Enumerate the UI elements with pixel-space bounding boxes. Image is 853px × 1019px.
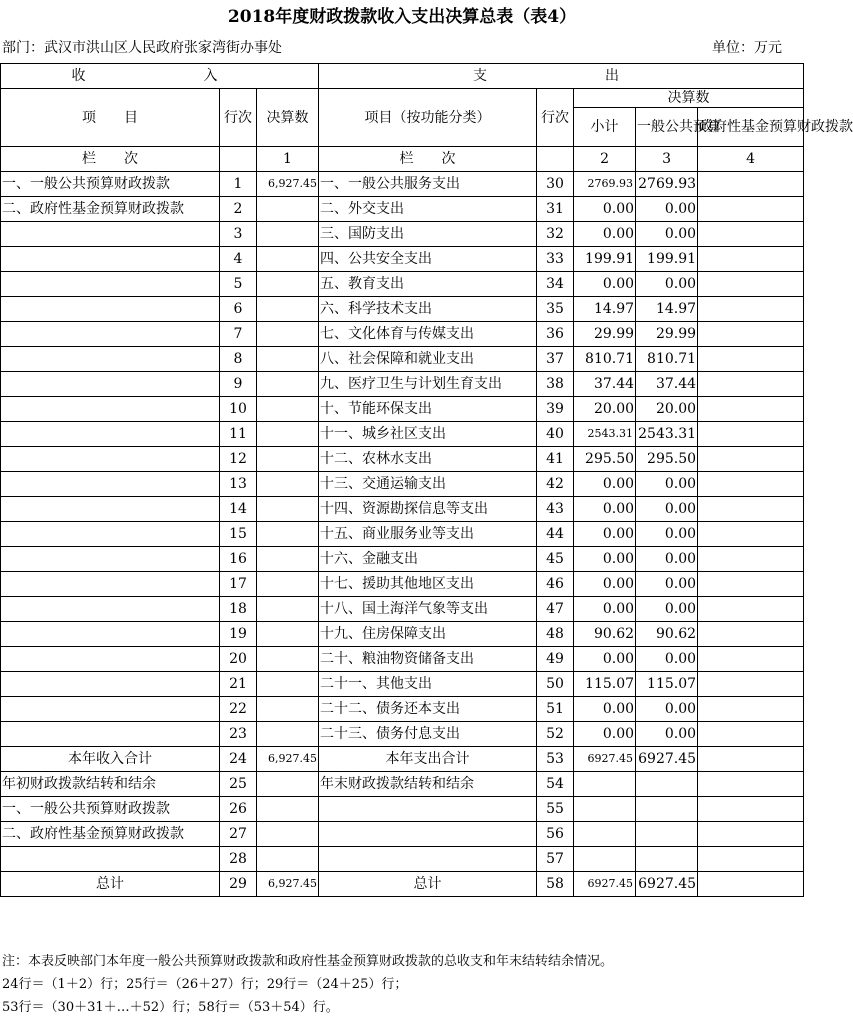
expenditure-row-no: 36 — [537, 322, 574, 347]
expenditure-item — [319, 797, 537, 822]
expenditure-gov-fund — [698, 347, 804, 372]
table-row — [1, 172, 804, 197]
expenditure-item: 十四、资源勘探信息等支出 — [319, 497, 537, 522]
expenditure-gov-fund — [698, 397, 804, 422]
row-no-header: 行次 — [220, 89, 257, 147]
column-label-row — [1, 147, 804, 172]
income-amount — [257, 622, 319, 647]
expenditure-item — [319, 847, 537, 872]
income-item: 一、一般公共预算财政拨款 — [1, 172, 220, 197]
expenditure-item: 二十一、其他支出 — [319, 672, 537, 697]
expenditure-subtotal — [574, 797, 636, 822]
expenditure-row-no: 38 — [537, 372, 574, 397]
income-item: 二、政府性基金预算财政拨款 — [1, 197, 220, 222]
income-item — [1, 597, 220, 622]
expenditure-item: 二十二、债务还本支出 — [319, 697, 537, 722]
total-row — [1, 797, 804, 822]
income-item — [1, 447, 220, 472]
income-amount: 6,927.45 — [257, 172, 319, 197]
expenditure-row-no: 53 — [537, 747, 574, 772]
income-row-no: 12 — [220, 447, 257, 472]
expenditure-gov-fund — [698, 272, 804, 297]
income-amount — [257, 497, 319, 522]
income-row-no: 5 — [220, 272, 257, 297]
expenditure-subtotal: 0.00 — [574, 522, 636, 547]
income-item — [1, 672, 220, 697]
expenditure-subtotal — [574, 772, 636, 797]
expenditure-gov-fund — [698, 622, 804, 647]
expenditure-subtotal: 0.00 — [574, 497, 636, 522]
expenditure-general-budget — [636, 797, 698, 822]
income-amount — [257, 822, 319, 847]
total-row — [1, 822, 804, 847]
expenditure-item: 二十、粮油物资储备支出 — [319, 647, 537, 672]
income-row-no: 24 — [220, 747, 257, 772]
expenditure-row-no: 35 — [537, 297, 574, 322]
table-row — [1, 372, 804, 397]
table-row — [1, 672, 804, 697]
expenditure-general-budget — [636, 847, 698, 872]
expenditure-item: 八、社会保障和就业支出 — [319, 347, 537, 372]
expenditure-gov-fund — [698, 422, 804, 447]
expenditure-item: 十八、国土海洋气象等支出 — [319, 597, 537, 622]
item-header: 项 目 — [1, 89, 220, 147]
expenditure-gov-fund — [698, 647, 804, 672]
final-amount-header: 决算数 — [257, 89, 319, 147]
expenditure-subtotal: 20.00 — [574, 397, 636, 422]
income-amount — [257, 572, 319, 597]
income-item — [1, 272, 220, 297]
column-label-2: 栏 次 — [319, 147, 537, 172]
row-no-header-2: 行次 — [537, 89, 574, 147]
expenditure-row-no: 31 — [537, 197, 574, 222]
expenditure-row-no: 50 — [537, 672, 574, 697]
expenditure-general-budget — [636, 772, 698, 797]
expenditure-gov-fund — [698, 247, 804, 272]
income-item — [1, 622, 220, 647]
income-row-no: 13 — [220, 472, 257, 497]
expenditure-row-no: 46 — [537, 572, 574, 597]
income-row-no: 26 — [220, 797, 257, 822]
income-item — [1, 247, 220, 272]
table-row — [1, 697, 804, 722]
income-amount — [257, 597, 319, 622]
column-label: 栏 次 — [1, 147, 220, 172]
budget-table — [0, 63, 853, 897]
income-amount — [257, 447, 319, 472]
income-amount — [257, 197, 319, 222]
expenditure-general-budget: 0.00 — [636, 647, 698, 672]
income-row-no: 8 — [220, 347, 257, 372]
table-row — [1, 347, 804, 372]
expenditure-item: 四、公共安全支出 — [319, 247, 537, 272]
expenditure-general-budget: 0.00 — [636, 572, 698, 597]
expenditure-item: 七、文化体育与传媒支出 — [319, 322, 537, 347]
income-amount: 6,927.45 — [257, 872, 319, 897]
expenditure-section-header: 支 出 — [319, 64, 804, 89]
col-number-4: 4 — [698, 147, 804, 172]
expenditure-row-no: 55 — [537, 797, 574, 822]
expenditure-item: 十六、金融支出 — [319, 547, 537, 572]
income-item — [1, 297, 220, 322]
notes-block — [2, 950, 613, 1019]
income-item: 本年收入合计 — [1, 747, 220, 772]
expenditure-subtotal: 14.97 — [574, 297, 636, 322]
expenditure-gov-fund — [698, 197, 804, 222]
expenditure-general-budget: 6927.45 — [636, 872, 698, 897]
expenditure-subtotal: 29.99 — [574, 322, 636, 347]
expenditure-general-budget: 20.00 — [636, 397, 698, 422]
income-amount — [257, 322, 319, 347]
expenditure-gov-fund — [698, 222, 804, 247]
expenditure-general-budget: 0.00 — [636, 472, 698, 497]
income-row-no: 28 — [220, 847, 257, 872]
expenditure-general-budget: 0.00 — [636, 522, 698, 547]
expenditure-subtotal: 0.00 — [574, 472, 636, 497]
expenditure-gov-fund — [698, 547, 804, 572]
expenditure-gov-fund — [698, 597, 804, 622]
income-amount: 6,927.45 — [257, 747, 319, 772]
income-item: 总计 — [1, 872, 220, 897]
expenditure-row-no: 54 — [537, 772, 574, 797]
subtotal-header: 小计 — [574, 108, 636, 147]
column-label-blank-2 — [537, 147, 574, 172]
expenditure-subtotal: 115.07 — [574, 672, 636, 697]
expenditure-row-no: 57 — [537, 847, 574, 872]
expenditure-row-no: 39 — [537, 397, 574, 422]
expenditure-general-budget: 0.00 — [636, 722, 698, 747]
income-amount — [257, 247, 319, 272]
income-amount — [257, 847, 319, 872]
expenditure-item: 年末财政拨款结转和结余 — [319, 772, 537, 797]
expenditure-subtotal: 90.62 — [574, 622, 636, 647]
income-item — [1, 697, 220, 722]
expenditure-gov-fund — [698, 847, 804, 872]
table-row — [1, 497, 804, 522]
income-row-no: 19 — [220, 622, 257, 647]
income-row-no: 16 — [220, 547, 257, 572]
expenditure-general-budget: 6927.45 — [636, 747, 698, 772]
expenditure-gov-fund — [698, 797, 804, 822]
table-row — [1, 397, 804, 422]
table-row — [1, 297, 804, 322]
income-item: 年初财政拨款结转和结余 — [1, 772, 220, 797]
income-amount — [257, 272, 319, 297]
expenditure-subtotal: 0.00 — [574, 272, 636, 297]
expenditure-row-no: 42 — [537, 472, 574, 497]
income-item — [1, 647, 220, 672]
expenditure-general-budget: 0.00 — [636, 597, 698, 622]
col-number-1: 1 — [257, 147, 319, 172]
general-budget-header: 一般公共预算 — [636, 108, 698, 147]
expenditure-gov-fund — [698, 472, 804, 497]
expenditure-gov-fund — [698, 522, 804, 547]
expenditure-gov-fund — [698, 822, 804, 847]
expenditure-item: 一、一般公共服务支出 — [319, 172, 537, 197]
expenditure-gov-fund — [698, 172, 804, 197]
expenditure-item: 九、医疗卫生与计划生育支出 — [319, 372, 537, 397]
table-row — [1, 622, 804, 647]
income-item — [1, 422, 220, 447]
header-row-sections — [1, 64, 804, 89]
expenditure-item: 五、教育支出 — [319, 272, 537, 297]
income-amount — [257, 672, 319, 697]
expenditure-item: 六、科学技术支出 — [319, 297, 537, 322]
note-line-1: 注：本表反映部门本年度一般公共预算财政拨款和政府性基金预算财政拨款的总收支和年末结转结余情况。 — [2, 954, 614, 969]
expenditure-subtotal: 0.00 — [574, 722, 636, 747]
table-row — [1, 472, 804, 497]
final-group-header: 决算数 — [574, 89, 804, 108]
expenditure-row-no: 52 — [537, 722, 574, 747]
expenditure-row-no: 56 — [537, 822, 574, 847]
expenditure-subtotal: 0.00 — [574, 222, 636, 247]
income-row-no: 3 — [220, 222, 257, 247]
expenditure-subtotal: 0.00 — [574, 572, 636, 597]
expenditure-item: 三、国防支出 — [319, 222, 537, 247]
total-row — [1, 772, 804, 797]
expenditure-row-no: 43 — [537, 497, 574, 522]
expenditure-row-no: 51 — [537, 697, 574, 722]
expenditure-subtotal — [574, 847, 636, 872]
income-row-no: 6 — [220, 297, 257, 322]
expenditure-item: 二十三、债务付息支出 — [319, 722, 537, 747]
income-row-no: 17 — [220, 572, 257, 597]
expenditure-subtotal: 0.00 — [574, 697, 636, 722]
expenditure-row-no: 34 — [537, 272, 574, 297]
expenditure-general-budget: 199.91 — [636, 247, 698, 272]
expenditure-row-no: 48 — [537, 622, 574, 647]
expenditure-general-budget: 0.00 — [636, 697, 698, 722]
header-row-columns-1 — [1, 89, 804, 108]
expenditure-general-budget: 14.97 — [636, 297, 698, 322]
income-row-no: 1 — [220, 172, 257, 197]
expenditure-row-no: 49 — [537, 647, 574, 672]
table-row — [1, 247, 804, 272]
expenditure-item: 二、外交支出 — [319, 197, 537, 222]
income-row-no: 20 — [220, 647, 257, 672]
expenditure-subtotal — [574, 822, 636, 847]
income-item — [1, 847, 220, 872]
expenditure-subtotal: 2543.31 — [574, 422, 636, 447]
expenditure-row-no: 45 — [537, 547, 574, 572]
table-row — [1, 272, 804, 297]
income-item — [1, 547, 220, 572]
expenditure-subtotal: 0.00 — [574, 647, 636, 672]
expenditure-general-budget: 0.00 — [636, 197, 698, 222]
table-row — [1, 197, 804, 222]
expenditure-item: 十三、交通运输支出 — [319, 472, 537, 497]
table-row — [1, 447, 804, 472]
expenditure-general-budget: 90.62 — [636, 622, 698, 647]
expenditure-row-no: 47 — [537, 597, 574, 622]
expenditure-subtotal: 810.71 — [574, 347, 636, 372]
expenditure-item: 本年支出合计 — [319, 747, 537, 772]
income-row-no: 25 — [220, 772, 257, 797]
expenditure-general-budget: 0.00 — [636, 497, 698, 522]
table-row — [1, 597, 804, 622]
table-row — [1, 222, 804, 247]
expenditure-subtotal: 199.91 — [574, 247, 636, 272]
expenditure-gov-fund — [698, 872, 804, 897]
expenditure-row-no: 58 — [537, 872, 574, 897]
income-row-no: 23 — [220, 722, 257, 747]
expenditure-general-budget: 2769.93 — [636, 172, 698, 197]
income-item — [1, 522, 220, 547]
item-by-function-header: 项目（按功能分类） — [319, 89, 537, 147]
expenditure-gov-fund — [698, 772, 804, 797]
income-item — [1, 472, 220, 497]
expenditure-subtotal: 295.50 — [574, 447, 636, 472]
income-item — [1, 372, 220, 397]
expenditure-general-budget: 37.44 — [636, 372, 698, 397]
table-row — [1, 572, 804, 597]
income-row-no: 21 — [220, 672, 257, 697]
income-amount — [257, 522, 319, 547]
expenditure-row-no: 44 — [537, 522, 574, 547]
expenditure-gov-fund — [698, 447, 804, 472]
income-item: 二、政府性基金预算财政拨款 — [1, 822, 220, 847]
expenditure-item: 总计 — [319, 872, 537, 897]
income-item — [1, 572, 220, 597]
expenditure-general-budget: 29.99 — [636, 322, 698, 347]
expenditure-gov-fund — [698, 722, 804, 747]
column-label-blank — [220, 147, 257, 172]
expenditure-subtotal: 0.00 — [574, 197, 636, 222]
expenditure-item: 十二、农林水支出 — [319, 447, 537, 472]
income-section-header: 收 入 — [1, 64, 319, 89]
table-row — [1, 647, 804, 672]
expenditure-subtotal: 2769.93 — [574, 172, 636, 197]
expenditure-item: 十七、援助其他地区支出 — [319, 572, 537, 597]
income-amount — [257, 372, 319, 397]
note-line-3: 53行＝（30＋31＋…＋52）行；58行＝（53＋54）行。 — [2, 1000, 339, 1015]
expenditure-row-no: 40 — [537, 422, 574, 447]
expenditure-general-budget: 295.50 — [636, 447, 698, 472]
expenditure-item: 十、节能环保支出 — [319, 397, 537, 422]
income-row-no: 9 — [220, 372, 257, 397]
income-item — [1, 397, 220, 422]
gov-fund-header: 政府性基金预算财政拨款 — [698, 108, 804, 147]
col-number-3: 3 — [636, 147, 698, 172]
expenditure-subtotal: 37.44 — [574, 372, 636, 397]
expenditure-general-budget: 115.07 — [636, 672, 698, 697]
income-item — [1, 322, 220, 347]
expenditure-item: 十九、住房保障支出 — [319, 622, 537, 647]
expenditure-row-no: 33 — [537, 247, 574, 272]
income-row-no: 7 — [220, 322, 257, 347]
income-row-no: 18 — [220, 597, 257, 622]
income-amount — [257, 547, 319, 572]
expenditure-general-budget: 810.71 — [636, 347, 698, 372]
income-row-no: 11 — [220, 422, 257, 447]
total-row — [1, 847, 804, 872]
expenditure-general-budget: 0.00 — [636, 222, 698, 247]
income-amount — [257, 797, 319, 822]
expenditure-row-no: 32 — [537, 222, 574, 247]
income-amount — [257, 722, 319, 747]
expenditure-general-budget: 0.00 — [636, 272, 698, 297]
income-row-no: 4 — [220, 247, 257, 272]
expenditure-gov-fund — [698, 747, 804, 772]
expenditure-gov-fund — [698, 372, 804, 397]
expenditure-gov-fund — [698, 322, 804, 347]
expenditure-gov-fund — [698, 497, 804, 522]
table-row — [1, 522, 804, 547]
expenditure-row-no: 37 — [537, 347, 574, 372]
income-amount — [257, 647, 319, 672]
income-row-no: 15 — [220, 522, 257, 547]
expenditure-item — [319, 822, 537, 847]
income-amount — [257, 772, 319, 797]
income-amount — [257, 397, 319, 422]
total-row — [1, 872, 804, 897]
expenditure-general-budget — [636, 822, 698, 847]
income-item — [1, 222, 220, 247]
income-item — [1, 347, 220, 372]
expenditure-row-no: 41 — [537, 447, 574, 472]
expenditure-gov-fund — [698, 572, 804, 597]
table-row — [1, 422, 804, 447]
expenditure-row-no: 30 — [537, 172, 574, 197]
unit-label: 单位：万元 — [712, 40, 782, 56]
expenditure-item: 十五、商业服务业等支出 — [319, 522, 537, 547]
income-amount — [257, 472, 319, 497]
expenditure-subtotal: 0.00 — [574, 547, 636, 572]
expenditure-subtotal: 6927.45 — [574, 747, 636, 772]
income-row-no: 22 — [220, 697, 257, 722]
table-row — [1, 547, 804, 572]
income-row-no: 27 — [220, 822, 257, 847]
income-row-no: 10 — [220, 397, 257, 422]
expenditure-gov-fund — [698, 297, 804, 322]
income-item — [1, 497, 220, 522]
income-amount — [257, 697, 319, 722]
total-row — [1, 747, 804, 772]
income-row-no: 29 — [220, 872, 257, 897]
income-item: 一、一般公共预算财政拨款 — [1, 797, 220, 822]
income-amount — [257, 347, 319, 372]
income-amount — [257, 297, 319, 322]
income-item — [1, 722, 220, 747]
col-number-2: 2 — [574, 147, 636, 172]
expenditure-general-budget: 0.00 — [636, 547, 698, 572]
table-row — [1, 322, 804, 347]
income-amount — [257, 422, 319, 447]
expenditure-general-budget: 2543.31 — [636, 422, 698, 447]
expenditure-item: 十一、城乡社区支出 — [319, 422, 537, 447]
income-row-no: 2 — [220, 197, 257, 222]
expenditure-gov-fund — [698, 697, 804, 722]
table-row — [1, 722, 804, 747]
report-title: 2018年度财政拨款收入支出决算总表（表4） — [227, 7, 577, 27]
income-amount — [257, 222, 319, 247]
department-label: 部门：武汉市洪山区人民政府张家湾街办事处 — [2, 40, 282, 56]
expenditure-gov-fund — [698, 672, 804, 697]
income-row-no: 14 — [220, 497, 257, 522]
expenditure-subtotal: 6927.45 — [574, 872, 636, 897]
note-line-2: 24行＝（1＋2）行；25行＝（26＋27）行；29行＝（24＋25）行； — [2, 977, 408, 992]
expenditure-subtotal: 0.00 — [574, 597, 636, 622]
